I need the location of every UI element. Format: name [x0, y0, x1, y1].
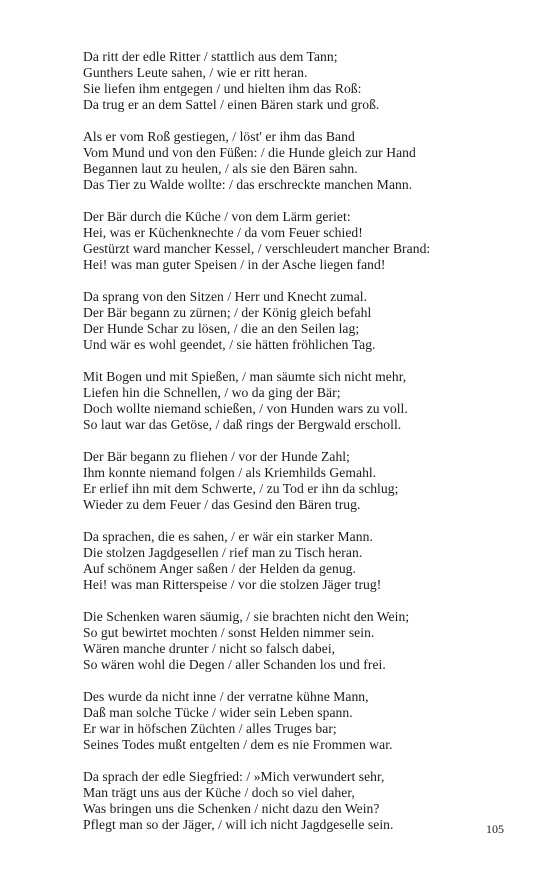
- verse-line: Ihm konnte niemand folgen / als Kriemhilds Gemahl.: [83, 465, 377, 480]
- verse-line: Des wurde da nicht inne / der verratne kühne Mann,: [83, 689, 369, 704]
- verse-line: Pflegt man so der Jäger, / will ich nicht Jagdgeselle sein.: [83, 817, 394, 832]
- verse-line: Der Hunde Schar zu lösen, / die an den Seilen lag;: [83, 321, 360, 336]
- verse-line: Vom Mund und von den Füßen: / die Hunde gleich zur Hand: [83, 145, 416, 160]
- verse-line: Die stolzen Jagdgesellen / rief man zu Tisch heran.: [83, 545, 363, 560]
- verse-line: Wieder zu dem Feuer / das Gesind den Bären trug.: [83, 497, 361, 512]
- verse-line: Mit Bogen und mit Spießen, / man säumte sich nicht mehr,: [83, 369, 407, 384]
- verse-line: Der Bär durch die Küche / von dem Lärm geriet:: [83, 209, 351, 224]
- verse-line: Hei! was man guter Speisen / in der Asche liegen fand!: [83, 257, 386, 272]
- stanza: [83, 49, 523, 113]
- stanza: [83, 289, 523, 353]
- verse-line: Gunthers Leute sahen, / wie er ritt heran.: [83, 65, 308, 80]
- poem-text: [83, 49, 523, 849]
- verse-line: Was bringen uns die Schenken / nicht dazu den Wein?: [83, 801, 380, 816]
- stanza: [83, 209, 523, 273]
- verse-line: Da trug er an dem Sattel / einen Bären stark und groß.: [83, 97, 380, 112]
- verse-line: Der Bär begann zu fliehen / vor der Hunde Zahl;: [83, 449, 350, 464]
- verse-line: Seines Todes mußt entgelten / dem es nie Frommen war.: [83, 737, 393, 752]
- page-number: 105: [486, 822, 504, 836]
- verse-line: Hei! was man Ritterspeise / vor die stolzen Jäger trug!: [83, 577, 382, 592]
- verse-line: Doch wollte niemand schießen, / von Hunden wars zu voll.: [83, 401, 408, 416]
- verse-line: Das Tier zu Walde wollte: / das erschreckte manchen Mann.: [83, 177, 413, 192]
- verse-line: Er erlief ihn mit dem Schwerte, / zu Tod er ihn da schlug;: [83, 481, 399, 496]
- verse-line: Da sprachen, die es sahen, / er wär ein starker Mann.: [83, 529, 373, 544]
- verse-line: Und wär es wohl geendet, / sie hätten fröhlichen Tag.: [83, 337, 376, 352]
- stanza: [83, 449, 523, 513]
- stanza: [83, 529, 523, 593]
- verse-line: Da ritt der edle Ritter / stattlich aus dem Tann;: [83, 49, 338, 64]
- verse-line: Liefen hin die Schnellen, / wo da ging der Bär;: [83, 385, 341, 400]
- verse-line: Da sprang von den Sitzen / Herr und Knecht zumal.: [83, 289, 368, 304]
- verse-line: Man trägt uns aus der Küche / doch so viel daher,: [83, 785, 355, 800]
- stanza: [83, 769, 523, 833]
- verse-line: Daß man solche Tücke / wider sein Leben spann.: [83, 705, 353, 720]
- verse-line: So laut war das Getöse, / daß rings der Bergwald erscholl.: [83, 417, 402, 432]
- verse-line: Da sprach der edle Siegfried: / »Mich verwundert sehr,: [83, 769, 385, 784]
- stanza: [83, 129, 523, 193]
- verse-line: Der Bär begann zu zürnen; / der König gleich befahl: [83, 305, 372, 320]
- verse-line: Die Schenken waren säumig, / sie brachten nicht den Wein;: [83, 609, 410, 624]
- verse-line: Auf schönem Anger saßen / der Helden da genug.: [83, 561, 356, 576]
- verse-line: So wären wohl die Degen / aller Schanden los und frei.: [83, 657, 386, 672]
- verse-line: Hei, was er Küchenknechte / da vom Feuer schied!: [83, 225, 363, 240]
- verse-line: Wären manche drunter / nicht so falsch dabei,: [83, 641, 336, 656]
- verse-line: So gut bewirtet mochten / sonst Helden nimmer sein.: [83, 625, 375, 640]
- stanza: [83, 689, 523, 753]
- stanza: [83, 369, 523, 433]
- verse-line: Sie liefen ihm entgegen / und hielten ihm das Roß:: [83, 81, 362, 96]
- verse-line: Gestürzt ward mancher Kessel, / verschleudert mancher Brand:: [83, 241, 431, 256]
- verse-line: Als er vom Roß gestiegen, / löst' er ihm das Band: [83, 129, 355, 144]
- verse-line: Begannen laut zu heulen, / als sie den Bären sahn.: [83, 161, 358, 176]
- verse-line: Er war in höfschen Züchten / alles Truges bar;: [83, 721, 337, 736]
- stanza: [83, 609, 523, 673]
